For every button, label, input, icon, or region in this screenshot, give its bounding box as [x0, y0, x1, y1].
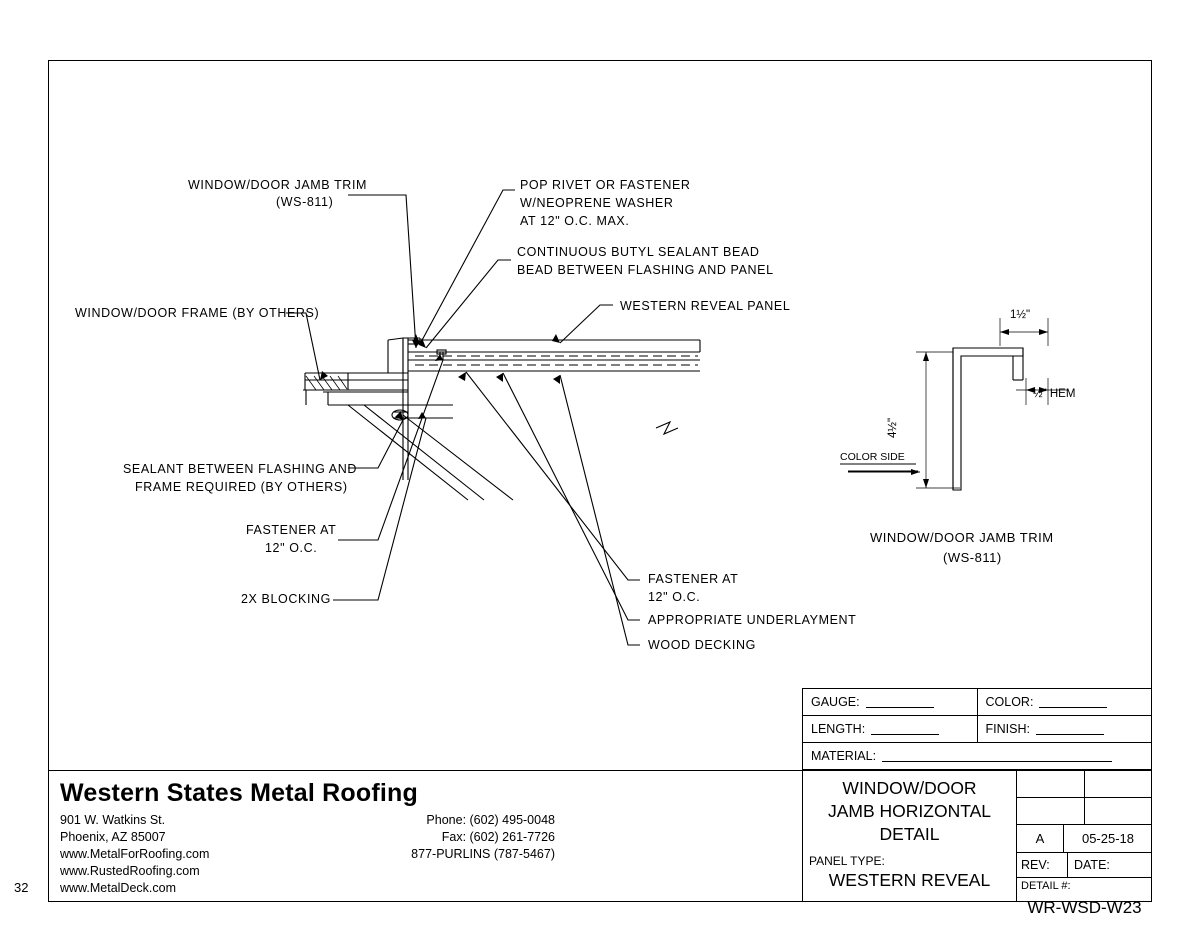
profile-color-side: COLOR SIDE	[840, 451, 905, 463]
length-value-line[interactable]	[871, 723, 939, 735]
callout-wood-decking: WOOD DECKING	[648, 638, 756, 652]
company-block	[48, 770, 802, 902]
material-label: MATERIAL:	[811, 749, 877, 763]
callout-butyl-sealant-line2: BEAD BETWEEN FLASHING AND PANEL	[517, 263, 774, 277]
company-site-metalforroofing[interactable]: www.MetalForRoofing.com	[60, 847, 210, 861]
length-label: LENGTH:	[811, 722, 866, 736]
profile-caption-line1: WINDOW/DOOR JAMB TRIM	[870, 530, 1054, 545]
material-value-line[interactable]	[882, 750, 1112, 762]
length-field[interactable]	[803, 716, 978, 742]
revision-empty-cell-b	[1085, 771, 1152, 797]
page-number: 32	[14, 880, 29, 895]
company-site-rustedroofing[interactable]: www.RustedRoofing.com	[60, 864, 200, 878]
revision-value: A	[1017, 825, 1064, 852]
material-field[interactable]	[803, 743, 1151, 769]
company-site-metaldeck[interactable]: www.MetalDeck.com	[60, 881, 176, 895]
revision-row-empty-2	[1017, 798, 1152, 825]
gauge-label: GAUGE:	[811, 695, 860, 709]
revision-row-labels	[1017, 853, 1152, 878]
detail-title-line3: DETAIL	[879, 824, 940, 844]
callout-butyl-sealant-line1: CONTINUOUS BUTYL SEALANT BEAD	[517, 245, 760, 259]
title-block	[802, 770, 1016, 902]
callout-sealant-flashing-line1: SEALANT BETWEEN FLASHING AND	[123, 462, 357, 476]
revision-date-value: 05-25-18	[1081, 831, 1135, 846]
callout-fastener-left-line1: FASTENER AT	[246, 523, 337, 537]
callout-underlayment: APPROPRIATE UNDERLAYMENT	[648, 613, 857, 627]
revision-label: REV:	[1017, 853, 1068, 877]
revision-empty-cell-c	[1017, 798, 1085, 824]
callout-fastener-left-line2: 12" O.C.	[265, 541, 318, 555]
profile-caption-line2: (WS-811)	[943, 550, 1002, 565]
callout-2x-blocking: 2X BLOCKING	[241, 592, 331, 606]
revision-empty-cell-d	[1085, 798, 1152, 824]
company-fax: Fax: (602) 261-7726	[441, 830, 555, 844]
profile-dim-hem: ½" HEM	[1033, 388, 1076, 400]
callout-window-door-frame: WINDOW/DOOR FRAME (BY OTHERS)	[75, 306, 320, 320]
callout-fastener-right-line1: FASTENER AT	[648, 572, 739, 586]
specs-row-length-finish	[803, 716, 1151, 743]
color-field[interactable]	[978, 689, 1152, 715]
company-name: Western States Metal Roofing	[60, 779, 418, 807]
company-tollfree: 877-PURLINS (787-5467)	[411, 847, 555, 861]
callout-fastener-right-line2: 12" O.C.	[648, 590, 701, 604]
gauge-field[interactable]	[803, 689, 978, 715]
revision-row-current	[1017, 825, 1152, 853]
panel-type-label: PANEL TYPE:	[809, 854, 885, 868]
callout-pop-rivet-line1: POP RIVET OR FASTENER	[520, 178, 691, 192]
detail-number-label: DETAIL #:	[1021, 880, 1071, 892]
specs-block	[802, 688, 1152, 770]
callout-western-reveal-panel: WESTERN REVEAL PANEL	[620, 299, 791, 313]
callout-sealant-flashing-line2: FRAME REQUIRED (BY OTHERS)	[135, 480, 348, 494]
detail-title-line2: JAMB HORIZONTAL	[827, 801, 992, 821]
detail-title-line1: WINDOW/DOOR	[842, 778, 977, 798]
gauge-value-line[interactable]	[866, 696, 934, 708]
company-address-line2: Phoenix, AZ 85007	[60, 830, 166, 844]
callout-pop-rivet-line3: AT 12" O.C. MAX.	[520, 214, 630, 228]
profile-dim-left: 4½"	[887, 417, 899, 438]
profile-dim-top: 1½"	[1010, 309, 1031, 321]
finish-label: FINISH:	[985, 722, 1030, 736]
panel-type-value: WESTERN REVEAL	[828, 870, 991, 890]
company-address-line1: 901 W. Watkins St.	[60, 813, 166, 827]
color-value-line[interactable]	[1039, 696, 1107, 708]
color-label: COLOR:	[985, 695, 1034, 709]
date-label: DATE:	[1074, 858, 1110, 872]
company-phone: Phone: (602) 495-0048	[426, 813, 555, 827]
finish-field[interactable]	[978, 716, 1152, 742]
detail-number-value: WR-WSD-W23	[1027, 898, 1142, 917]
revision-empty-cell-a	[1017, 771, 1085, 797]
specs-row-material	[803, 743, 1151, 770]
callout-window-door-jamb-trim-line2: (WS-811)	[276, 195, 334, 209]
callout-pop-rivet-line2: W/NEOPRENE WASHER	[520, 196, 674, 210]
callout-window-door-jamb-trim-line1: WINDOW/DOOR JAMB TRIM	[188, 178, 368, 192]
specs-row-gauge-color	[803, 689, 1151, 716]
revision-block	[1016, 770, 1152, 917]
finish-value-line[interactable]	[1036, 723, 1104, 735]
revision-row-empty-1	[1017, 771, 1152, 798]
